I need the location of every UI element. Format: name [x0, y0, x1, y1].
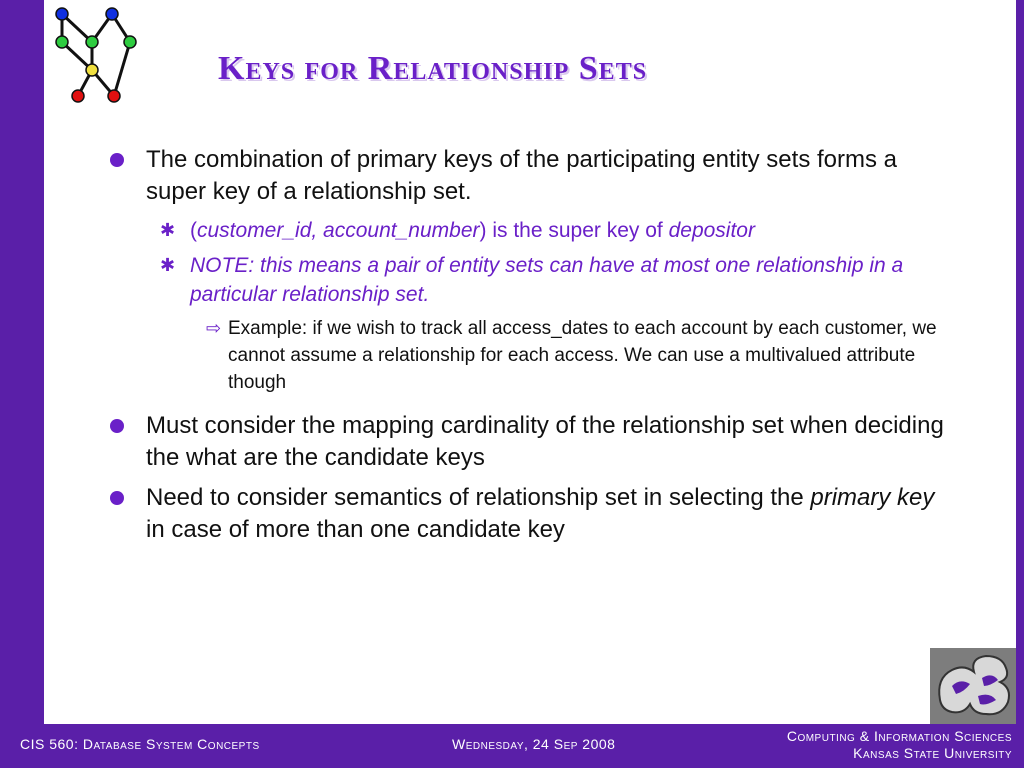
footer-institution: [787, 728, 1012, 762]
sub-bullet-mid: ) is the super key of: [479, 219, 669, 242]
footer-university: Kansas State University: [853, 745, 1012, 761]
asterisk-icon: ✱: [160, 255, 176, 275]
sub-bullet-italic2: depositor: [668, 219, 755, 242]
asterisk-icon: ✱: [160, 220, 176, 240]
bullet-dot-icon: [110, 491, 124, 505]
sub-bullet-item: [108, 216, 958, 245]
kstate-powercat-icon: [930, 648, 1016, 724]
footer-department: Computing & Information Sciences: [786, 728, 1012, 744]
frame-right: [1016, 0, 1024, 768]
graph-logo-icon: [44, 0, 144, 110]
hollow-arrow-icon: ⇨: [206, 318, 222, 338]
sub-bullet-note: NOTE: this means a pair of entity sets can have at most one relationship in a particular relationship set.: [190, 254, 904, 306]
bullet-dot-icon: [110, 153, 124, 167]
bullet-dot-icon: [110, 419, 124, 433]
footer-course: CIS 560: Database System Concepts: [20, 736, 260, 752]
bullet-item: [108, 410, 958, 474]
bullet-text-italic: primary key: [810, 484, 935, 511]
sub-sub-bullet-item: [108, 315, 958, 396]
frame-left: [0, 0, 44, 768]
slide-title: Keys for Relationship Sets: [218, 50, 648, 87]
bullet-text: The combination of primary keys of the participating entity sets forms a super key of a relationship set.: [146, 146, 897, 205]
bullet-text-start: Need to consider semantics of relationship set in selecting the: [146, 484, 811, 511]
slide-content: [108, 144, 958, 554]
footer-date: Wednesday, 24 Sep 2008: [452, 736, 616, 752]
sub-sub-bullet-text: Example: if we wish to track all access_dates to each account by each customer, we cannot assume a relationship for each access. We can use a multivalued attribute though: [228, 318, 937, 393]
sub-bullet-italic: customer_id, account_number: [197, 219, 480, 242]
bullet-item: [108, 482, 958, 546]
bullet-item: [108, 144, 958, 208]
sub-bullet-open: (: [190, 219, 197, 242]
frame-corner-bottom: [44, 690, 84, 724]
sub-bullet-item: [108, 251, 958, 309]
bullet-text: Must consider the mapping cardinality of the relationship set when deciding the what are the candidate keys: [146, 412, 944, 471]
bullet-text-end: in case of more than one candidate key: [146, 516, 565, 543]
